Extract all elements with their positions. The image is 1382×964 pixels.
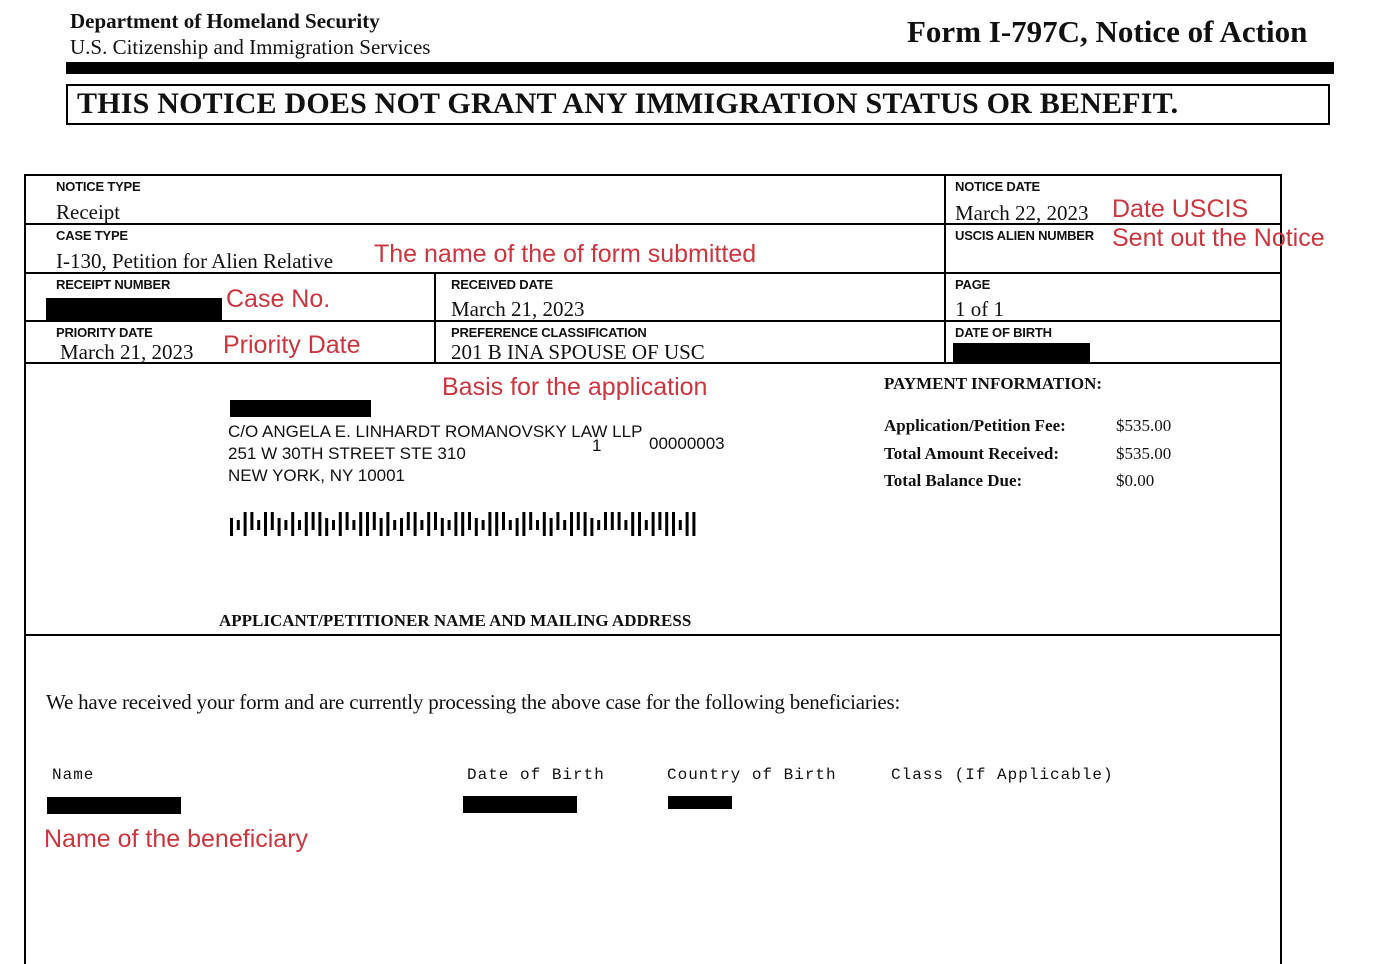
barcode-bar <box>482 520 485 530</box>
agency-name: U.S. Citizenship and Immigration Services <box>70 35 431 59</box>
barcode-bar <box>652 512 655 536</box>
preference-label: PREFERENCE CLASSIFICATION <box>451 325 647 340</box>
notice-type-label: NOTICE TYPE <box>56 179 141 194</box>
column-class: Class (If Applicable) <box>891 766 1114 784</box>
grid-line <box>24 320 1282 322</box>
postal-barcode <box>228 510 708 540</box>
barcode-bar <box>346 512 349 530</box>
barcode-bar <box>692 512 695 536</box>
barcode-bar <box>679 520 682 530</box>
grid-line <box>944 174 946 364</box>
payment-title: PAYMENT INFORMATION: <box>884 374 1103 393</box>
petitioner-name-redaction <box>230 400 371 417</box>
barcode-bar <box>318 512 321 536</box>
column-date-of-birth: Date of Birth <box>467 766 605 784</box>
barcode-bar <box>618 512 621 530</box>
barcode-bar <box>414 512 417 536</box>
annotation-beneficiary: Name of the beneficiary <box>44 825 309 853</box>
barcode-bar <box>257 520 260 530</box>
barcode-bar <box>529 512 532 530</box>
barcode-bar <box>604 512 607 530</box>
address-line-3: NEW YORK, NY 10001 <box>228 466 406 485</box>
form-title: Form I-797C, Notice of Action <box>907 14 1308 49</box>
barcode-bar <box>611 512 614 530</box>
barcode-bar <box>407 512 410 530</box>
barcode-bar <box>461 512 464 536</box>
annotation-priority-date: Priority Date <box>223 331 361 359</box>
barcode-bar <box>298 520 301 530</box>
barcode-bar <box>624 520 627 530</box>
notice-banner: THIS NOTICE DOES NOT GRANT ANY IMMIGRATION STATUS OR BENEFIT. <box>77 87 1179 120</box>
barcode-bar <box>352 520 355 530</box>
barcode-bar <box>380 518 383 536</box>
barcode-bar <box>475 518 478 536</box>
alien-number-label: USCIS ALIEN NUMBER <box>955 228 1094 243</box>
barcode-bar <box>454 512 457 536</box>
header-rule <box>66 62 1334 74</box>
barcode-bar <box>495 512 498 536</box>
notice-date-value: March 22, 2023 <box>955 201 1089 225</box>
barcode-bar <box>393 520 396 530</box>
barcode-bar <box>244 512 247 536</box>
receipt-number-redaction <box>46 298 222 320</box>
barcode-bar <box>665 512 668 536</box>
priority-date-label: PRIORITY DATE <box>56 325 153 340</box>
barcode-bar <box>488 512 491 536</box>
barcode-bar <box>577 512 580 530</box>
column-country-of-birth: Country of Birth <box>667 766 837 784</box>
barcode-bar <box>250 512 253 530</box>
barcode-bar <box>400 518 403 536</box>
barcode-bar <box>658 512 661 530</box>
received-date-value: March 21, 2023 <box>451 297 585 321</box>
grid-line <box>24 223 1282 225</box>
payment-row-value: $535.00 <box>1116 416 1172 435</box>
received-date-label: RECEIVED DATE <box>451 277 553 292</box>
barcode-bar <box>284 520 287 530</box>
barcode-bar <box>373 512 376 530</box>
barcode-bar <box>522 512 525 536</box>
barcode-bar <box>291 512 294 536</box>
barcode-bar <box>339 512 342 536</box>
address-line-2: 251 W 30TH STREET STE 310 <box>228 444 466 463</box>
beneficiary-name-redaction <box>47 797 181 814</box>
barcode-bar <box>448 520 451 530</box>
barcode-bar <box>645 520 648 530</box>
barcode-bar <box>590 518 593 536</box>
grid-line <box>434 272 436 364</box>
barcode-bar <box>584 512 587 536</box>
barcode-bar <box>570 512 573 536</box>
barcode-bar <box>427 512 430 536</box>
department-name: Department of Homeland Security <box>70 9 380 33</box>
barcode-bar <box>672 512 675 536</box>
priority-date-value: March 21, 2023 <box>60 340 194 364</box>
barcode-bar <box>563 520 566 530</box>
mail-code-number: 00000003 <box>649 434 725 453</box>
beneficiary-country-redaction <box>668 796 732 809</box>
payment-row-label: Total Balance Due: <box>884 471 1023 490</box>
barcode-bar <box>550 518 553 536</box>
receipt-number-label: RECEIPT NUMBER <box>56 277 171 292</box>
barcode-bar <box>366 512 369 536</box>
payment-row-label: Total Amount Received: <box>884 444 1060 463</box>
case-type-value: I-130, Petition for Alien Relative <box>56 249 334 273</box>
mail-code-digit: 1 <box>592 436 602 455</box>
barcode-bar <box>468 512 471 530</box>
payment-row-label: Application/Petition Fee: <box>884 416 1066 435</box>
dob-label: DATE OF BIRTH <box>955 325 1052 340</box>
barcode-bar <box>536 520 539 530</box>
barcode-bar <box>638 512 641 536</box>
annotation-notice-date: Date USCIS <box>1112 195 1249 223</box>
barcode-bar <box>230 518 233 536</box>
case-type-label: CASE TYPE <box>56 228 128 243</box>
barcode-bar <box>325 518 328 536</box>
barcode-bar <box>305 512 308 536</box>
barcode-bar <box>271 512 274 530</box>
page-label: PAGE <box>955 277 991 292</box>
barcode-bar <box>556 512 559 530</box>
barcode-bar <box>312 512 315 530</box>
column-name: Name <box>52 766 95 784</box>
annotation-basis: Basis for the application <box>442 373 708 401</box>
annotation-case-no: Case No. <box>226 285 331 313</box>
notice-type-value: Receipt <box>56 200 121 224</box>
barcode-bar <box>502 512 505 530</box>
barcode-bar <box>543 512 546 536</box>
barcode-bar <box>509 520 512 530</box>
address-line-1: C/O ANGELA E. LINHARDT ROMANOVSKY LAW LLP <box>228 422 643 441</box>
beneficiary-dob-redaction <box>463 796 577 813</box>
barcode-bar <box>420 520 423 530</box>
payment-row-value: $535.00 <box>1116 444 1172 463</box>
barcode-bar <box>597 520 600 530</box>
grid-line <box>24 634 1282 636</box>
address-section-label: APPLICANT/PETITIONER NAME AND MAILING ADDRESS <box>219 611 692 630</box>
barcode-bar <box>631 512 634 536</box>
notice-date-label: NOTICE DATE <box>955 179 1040 194</box>
barcode-bar <box>441 518 444 536</box>
barcode-bar <box>332 520 335 530</box>
payment-row-value: $0.00 <box>1116 471 1155 490</box>
processing-statement: We have received your form and are currently processing the above case for the following beneficiaries: <box>46 690 901 714</box>
barcode-bar <box>359 512 362 536</box>
preference-value: 201 B INA SPOUSE OF USC <box>451 340 705 364</box>
barcode-bar <box>386 512 389 536</box>
page-value: 1 of 1 <box>955 297 1004 321</box>
annotation-form-name: The name of the of form submitted <box>374 240 757 268</box>
barcode-bar <box>686 512 689 536</box>
barcode-bar <box>516 518 519 536</box>
dob-redaction <box>953 343 1090 363</box>
annotation-notice-date-2: Sent out the Notice <box>1112 224 1325 252</box>
barcode-bar <box>264 512 267 536</box>
barcode-bar <box>237 520 240 530</box>
barcode-bar <box>434 512 437 530</box>
barcode-bar <box>278 518 281 536</box>
